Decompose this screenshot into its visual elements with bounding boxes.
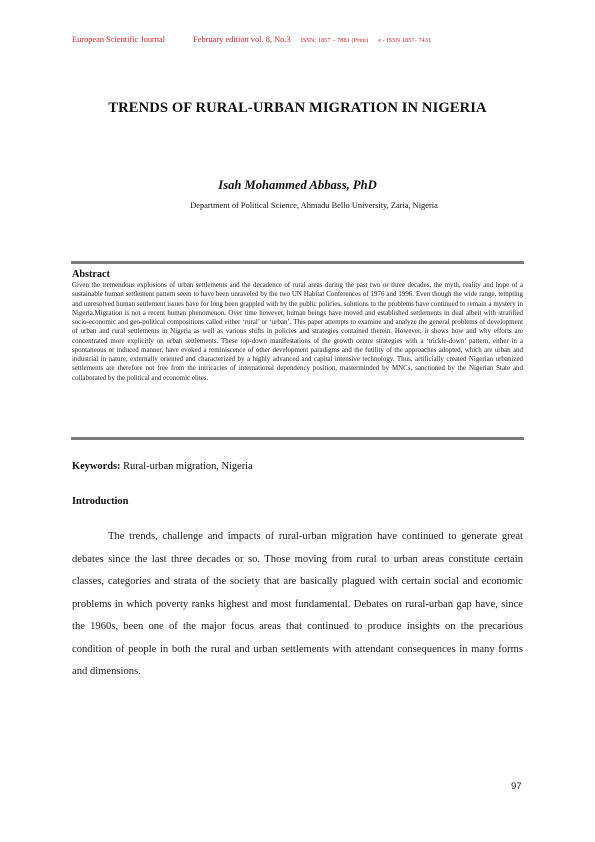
- keywords-line: [72, 461, 253, 472]
- page-number: 97: [511, 781, 522, 792]
- keywords-value: Rural-urban migration, Nigeria: [123, 461, 253, 472]
- abstract-body: Given the tremendous explosions of urban settlements and the decadence of rural areas during the past two or three decades, the myth, reality and hope of a sustainable human settlement pattern seem to have been unraveled by the two UN Habitat Conferences of 1976 and 1996. Even though the wide range, tempting and unresolved human settlement issues have for long been grappled with by the public policies, solutions to the problems have continued to remain a mystery in Nigeria.Migration is not a recent human phenomenon. Over time however, human beings have moved and established settlements in dual albeit with stratified socio-economic and geo-political compositions called either ‘rural’ or ‘urban’. This paper attempts to examine and analyze the general problems of development of urban and rural settlements in Nigeria as well as various shifts in policies and strategies contained therein. However, it shows how and why efforts are concentrated more explicitly on urban settlements. These top-down manifestations of the growth centre strategies with a ‘trickle-down’ pattern, either in a spontaneous or induced manner, have evoked a reminiscence of other development paradigms and the futility of the approaches adopted, which are urban and industrial in nature, externally oriented and characterized by a highly advanced and capital intensive technology. Thus, artificially created Nigerian urbanized settlements are therefore not free from the intricacies of international dependency position, masterminded by MNCs, sanctioned by the Nigerian State and collaborated by the political and economic elites.: [72, 281, 523, 382]
- header-issn-online: e - ISSN 1857- 7431: [378, 37, 432, 44]
- abstract-bottom-rule: [71, 437, 524, 440]
- header-edition: February edition vol. 8, No.3: [193, 35, 291, 44]
- header-issn-print: ISSN: 1857 – 7881 (Print): [300, 37, 369, 44]
- abstract-top-rule: [71, 261, 524, 264]
- abstract-heading: Abstract: [72, 269, 110, 280]
- author-affiliation: Department of Political Science, Ahmadu Bello University, Zaria, Nigeria: [190, 201, 438, 210]
- introduction-body: The trends, challenge and impacts of rural-urban migration have continued to generate great debates since the last three decades or so. Those moving from rural to urban areas constitute certain classes, categories and strata of the society that are basically plagued with certain social and economic problems in which poverty ranks highest and most fundamental. Debates on rural-urban gap have, since the 1960s, been one of the major focus areas that continued to produce insights on the precarious condition of people in both the rural and urban settlements with attendant consequences in many forms and dimensions.: [72, 531, 523, 677]
- paper-title: TRENDS OF RURAL-URBAN MIGRATION IN NIGERIA: [108, 100, 487, 116]
- header-journal-name: European Scientific Journal: [72, 35, 166, 44]
- keywords-label: Keywords:: [72, 461, 121, 472]
- running-header: [72, 35, 532, 44]
- introduction-heading: Introduction: [72, 496, 129, 507]
- author-name: Isah Mohammed Abbass, PhD: [218, 178, 377, 192]
